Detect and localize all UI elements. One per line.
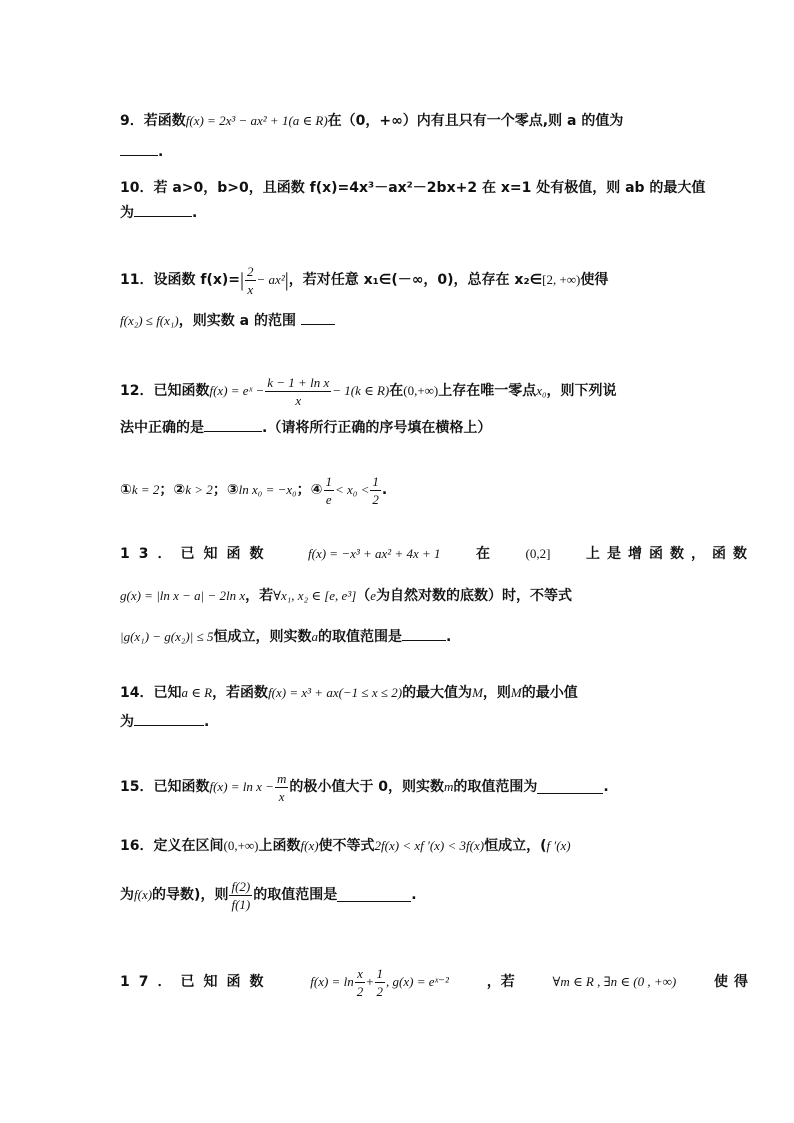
q12-text-end: .（请将所行正确的序号填在横格上） [262,420,492,436]
q12-separator: ； [212,482,227,498]
q12-text-mid: 在 [389,383,404,399]
q13-text-suffix: 上是增函数，函数 [585,546,754,562]
q13-answer-blank[interactable] [402,627,446,641]
q13-var-e: e [370,588,377,603]
q17-condition: ∀m ∈ R , ∃n ∈ (0 , +∞) [552,974,677,989]
q12-line1 [120,370,754,412]
q16-fraction: $\frac{f(2)}{f(1)}$ [231,878,251,912]
q17-fraction2: $\frac{1}{2}$ [376,965,384,999]
q13-period: . [445,629,452,645]
q14-answer-blank[interactable] [134,712,204,726]
q13-interval: (0,2] [525,546,551,561]
q12-formula-tail: − 1(k ∈ R) [332,383,390,398]
q11-text-prefix: 11．设函数 f(x)= [120,272,241,288]
q10-line1 [120,178,754,198]
q13-var-a: a [311,629,318,644]
q16-interval: (0,+∞) [223,838,259,853]
q16-text-suffix: 的取值范围是 [253,887,338,903]
q15-fraction: $\frac{m}{x}$ [276,770,287,804]
q12-text-suffix: ，则下列说 [546,383,617,399]
q14-text-suffix: 的最小值 [521,685,578,701]
q15-answer-blank[interactable] [537,780,603,794]
q11-text-suffix: 使得 [580,272,609,288]
q13-paren-open: （ [356,588,371,604]
q16-text-mid: 上函数 [258,838,301,854]
q14-var-M2: M [510,685,522,700]
q13-text-suffix2: 为自然对数的底数）时，不等式 [376,588,573,604]
q16-fprime: f ′(x) [546,838,571,853]
q12-options [120,470,754,510]
q11-text-line2: ，则实数 a 的范围 [178,313,296,329]
q10-text-prefix: 为 [120,205,134,221]
q14-text-mid2: 的最大值为 [402,685,473,701]
q11-inequality: f(x₂) ≤ f(x₁) [120,313,179,328]
q14-text-mid: ，若函数 [212,685,269,701]
q17-text-prefix: 17．已知函数 [120,974,273,990]
q13-line3 [120,627,754,647]
q12-option4-marker: ④ [310,482,323,498]
q12-formula-head: f(x) = eˣ − [209,383,265,398]
q12-interval: (0,+∞) [403,383,439,398]
q15-period: . [603,779,609,795]
q12-options-end: . [381,482,388,498]
q12-separator: ； [296,482,311,498]
q17-text-suffix: 使得 [713,974,754,990]
q14-line2 [120,712,754,732]
q15-text-suffix: 的取值范围为 [453,779,538,795]
q16-fx2: f(x) [134,887,153,902]
q11-abs-fraction: $\frac{2}{x}$ [247,263,254,297]
q11-abs-right: | [284,269,289,291]
q12-separator: ； [159,482,174,498]
q12-option1: k = 2 [131,482,160,497]
q17-line1 [120,960,754,1004]
q14-text-mid3: ，则 [482,685,511,701]
q16-text-prefix2: 为 [120,887,134,903]
q14-var-M: M [472,685,483,700]
q13-text-mid2: ，若 [245,588,274,604]
q10-period: . [192,205,198,221]
q12-option3: ln x₀ = −x₀ [238,482,297,497]
q11-abs-tail: − ax² [256,272,285,287]
q11-text-mid: ，若对任意 x₁∈(－∞，0)，总存在 x₂∈ [288,272,543,288]
q12-option4-mid: < x₀ < [335,482,370,497]
q15-var-m: m [443,779,454,794]
q16-fx: f(x) [300,838,319,853]
q13-line1 [120,544,754,564]
q11-interval: [2, +∞) [542,272,581,287]
q16-line2 [120,872,754,918]
q16-answer-blank[interactable] [337,888,411,902]
q12-line2 [120,418,754,438]
q14-text-prefix: 14．已知 [120,685,182,701]
q13-domain: ∀x₁, x₂ ∈ [e, e³] [273,588,357,603]
q12-fraction: $\frac{\text{k − 1 + ln x}}{x}$ [267,374,330,408]
q16-text-mid2: 使不等式 [318,838,375,854]
q12-text-mid2: 上存在唯一零点 [438,383,537,399]
q15-text-mid: 的极小值大于 0，则实数 [289,779,444,795]
q14-period: . [204,714,210,730]
q13-text-mid3: 恒成立，则实数 [213,629,312,645]
q9-text-suffix: 在（0，+∞）内有且只有一个零点,则 a 的值为 [327,113,624,129]
q12-text-line2: 法中正确的是 [120,420,204,436]
q10-text: 10．若 a>0，b>0，且函数 f(x)=4x³－ax²－2bx+2 在 x=1 处有极值，则 ab 的最大值 [120,180,706,196]
q12-answer-blank[interactable] [204,418,262,432]
q9-period: . [158,144,164,160]
q15-text-prefix: 15．已知函数 [120,779,210,795]
q13-g-formula: g(x) = |ln x − a| − 2ln x [120,588,246,603]
q17-fraction1: $\frac{x}{2}$ [356,965,364,999]
q14-formula: f(x) = x³ + ax(−1 ≤ x ≤ 2) [268,685,403,700]
q9-formula: f(x) = 2x³ − ax² + 1(a ∈ R) [185,113,328,128]
q13-f-formula: f(x) = −x³ + ax² + 4x + 1 [308,546,441,561]
q10-line2 [120,203,754,223]
q13-inequality: |g(x₁) − g(x₂)| ≤ 5 [120,629,214,644]
q16-text-mid3: 恒成立，( [484,838,547,854]
q16-text-mid4: 的导数)，则 [152,887,229,903]
q9-text: 9．若函数 [120,113,186,129]
q13-text-mid: 在 [476,546,491,562]
q11-abs-left: | [240,269,245,291]
q16-inequality: 2f(x) < xf ′(x) < 3f(x) [374,838,485,853]
q17-plus: + [366,974,374,989]
q9-line2 [120,142,754,162]
q17-formula-head: f(x) = ln [310,974,354,989]
q12-option1-marker: ① [120,482,132,498]
q12-text-prefix: 12．已知函数 [120,383,210,399]
q12-option4-left-fraction: $\frac{1}{e}$ [325,473,333,507]
q9-answer-blank[interactable] [120,142,158,156]
q9-line1 [120,111,754,131]
q12-option3-marker: ③ [226,482,239,498]
q12-var-x0: x₀ [536,383,547,398]
q12-option2-marker: ② [173,482,186,498]
q13-text-suffix3: 的取值范围是 [317,629,402,645]
q12-option4-right-fraction: $\frac{1}{2}$ [372,473,379,507]
q16-line1 [120,836,754,856]
q14-line1 [120,683,754,703]
q11-answer-blank[interactable] [301,311,335,325]
q16-text-prefix: 16．定义在区间 [120,838,224,854]
q11-line2 [120,311,754,331]
q11-line1 [120,258,754,302]
q16-period: . [411,887,417,903]
q17-formula [310,965,449,1000]
q15-formula-head: f(x) = ln x − [209,779,274,794]
q14-text-prefix2: 为 [120,714,134,730]
q13-text-prefix: 13．已知函数 [120,546,273,562]
q13-line2 [120,586,754,606]
q17-formula-tail: , g(x) = eˣ⁻² [386,974,449,989]
q17-text-mid: ，若 [486,974,515,990]
q10-answer-blank[interactable] [134,203,192,217]
q14-condition: a ∈ R [181,685,213,700]
q12-option2: k > 2 [185,482,213,497]
q15-line1 [120,766,754,808]
